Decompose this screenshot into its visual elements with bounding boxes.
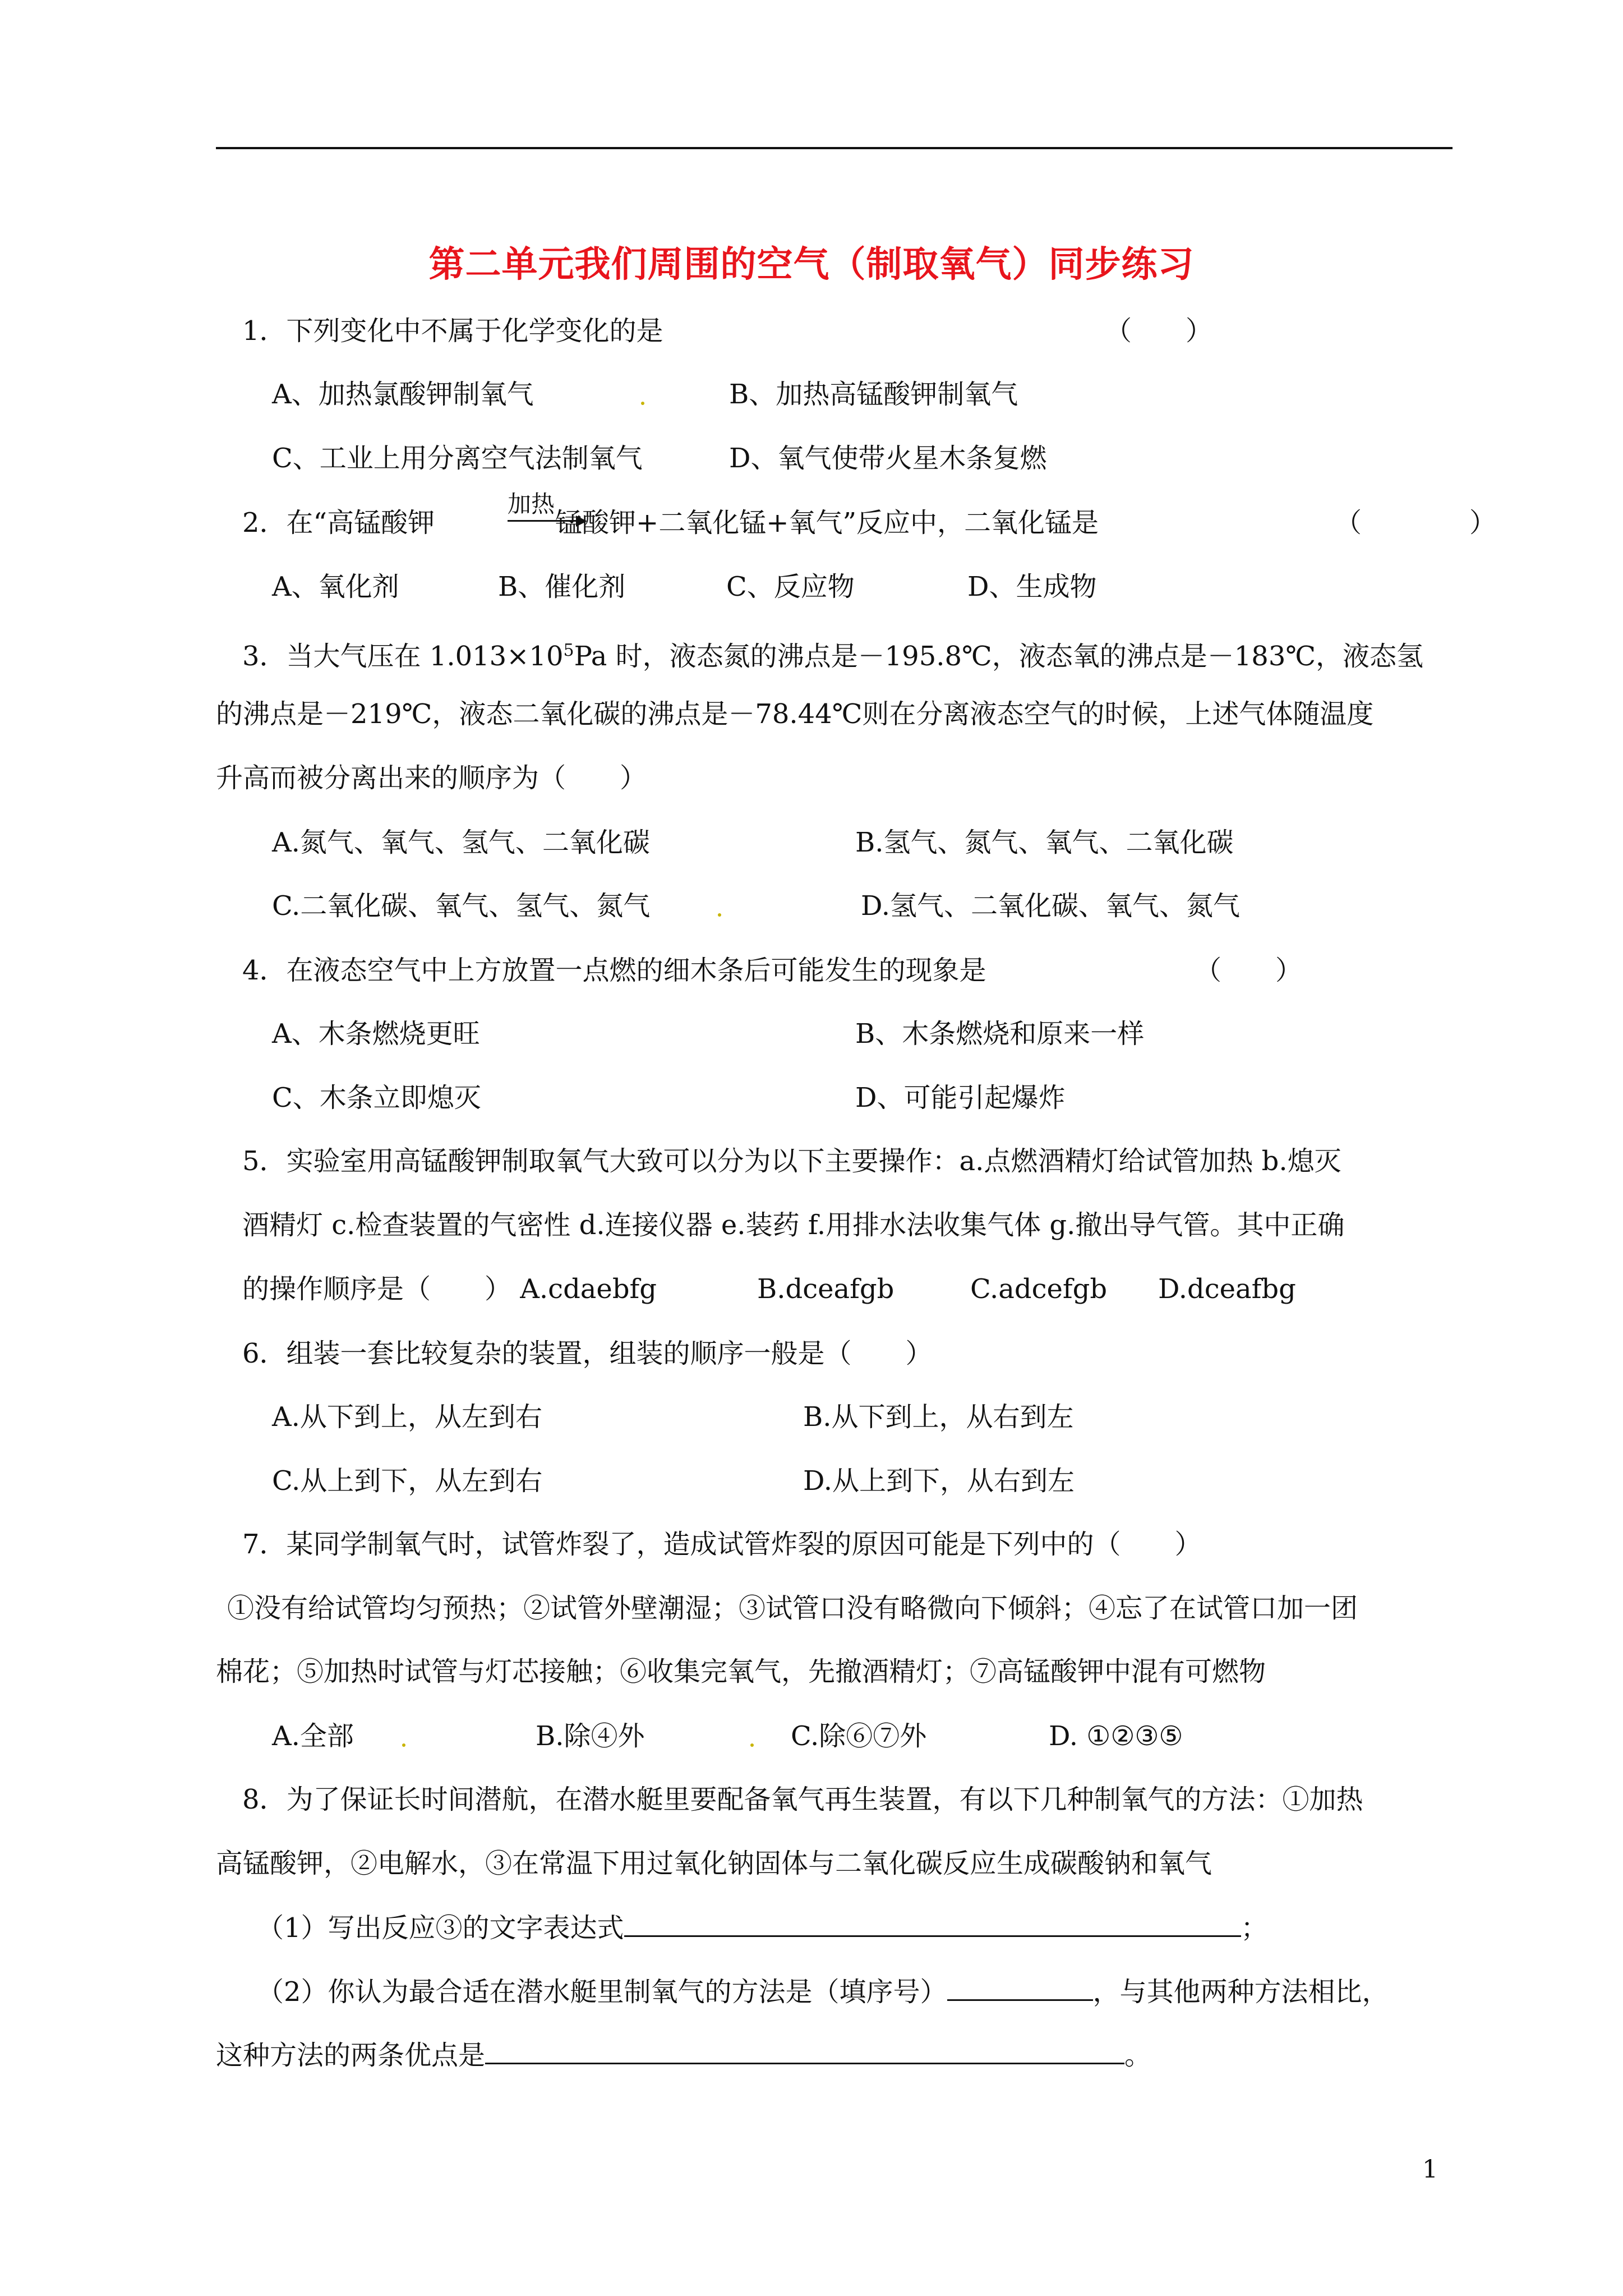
q1-option-b: B、加热高锰酸钾制氧气 (729, 379, 1018, 410)
q3-option-d: D.氢气、二氧化碳、氧气、氮气 (861, 890, 1241, 922)
q2-stem-left: 2．在“高锰酸钾 (242, 507, 435, 539)
q5-line-3: 的操作顺序是（ ） A.cdaebfg (242, 1273, 657, 1305)
q6-option-b: B.从下到上，从右到左 (803, 1401, 1074, 1433)
answer-blank[interactable] (947, 1975, 1093, 2001)
q7-line-2: ①没有给试管均匀预热；②试管外壁潮湿；③试管口没有略微向下倾斜；④忘了在试管口加一团 (227, 1593, 1358, 1624)
header-rule (216, 147, 1453, 149)
q5-option-c: C.adcefgb (970, 1273, 1108, 1305)
q2-option-c: C、反应物 (726, 571, 855, 602)
q4-answer-paren: （ ） (1195, 955, 1303, 986)
q7-line-3: 棉花；⑤加热时试管与灯芯接触；⑥收集完氧气，先撤酒精灯；⑦高锰酸钾中混有可燃物 (216, 1656, 1266, 1687)
q3-line-2: 的沸点是－219℃，液态二氧化碳的沸点是－78.44℃则在分离液态空气的时候，上述气体随温度 (216, 698, 1374, 730)
q8-subquestion-2: （2）你认为最合适在潜水艇里制氧气的方法是（填序号） ，与其他两种方法相比， (257, 1975, 1389, 2009)
q5-option-b: B.dceafgb (757, 1273, 895, 1305)
q7-option-d: D. ①②③⑤ (1049, 1720, 1183, 1752)
stray-dot (718, 913, 721, 917)
q5-line-2: 酒精灯 c.检查装置的气密性 d.连接仪器 e.装药 f.用排水法收集气体 g.撤出导气管。其中正确 (242, 1209, 1345, 1241)
q7-option-b: B.除④外 (536, 1720, 645, 1752)
q3-option-c: C.二氧化碳、氧气、氢气、氮气 (272, 890, 651, 922)
q1-answer-paren: （ ） (1105, 315, 1213, 347)
stray-dot (641, 402, 644, 405)
q6-option-d: D.从上到下，从右到左 (803, 1465, 1075, 1497)
q8-line-2: 高锰酸钾，②电解水，③在常温下用过氧化钠固体与二氧化碳反应生成碳酸钠和氧气 (216, 1848, 1212, 1879)
q4-option-c: C、木条立即熄灭 (272, 1082, 481, 1114)
page-number: 1 (1422, 2155, 1438, 2184)
q2-answer-paren: （ ） (1335, 507, 1497, 539)
q1-option-c: C、工业上用分离空气法制氧气 (272, 443, 643, 474)
q5-option-d: D.dceafbg (1158, 1273, 1296, 1305)
page-title: 第二单元我们周围的空气（制取氧气）同步练习 (428, 244, 1195, 286)
q8-line-1: 8．为了保证长时间潜航，在潜水艇里要配备氧气再生装置，有以下几种制氧气的方法：①加热 (242, 1784, 1363, 1815)
q3-line-1: 3．当大气压在 $1.013\times 10^5Pa$ 时，液态氮的沸点是－195.8℃，液态氧的沸点是－183℃，液态氢 (242, 641, 1424, 672)
q4-option-a: A、木条燃烧更旺 (272, 1018, 480, 1050)
q3-line-3: 升高而被分离出来的顺序为（ ） (216, 762, 647, 794)
q4-stem: 4．在液态空气中上方放置一点燃的细木条后可能发生的现象是 (242, 955, 986, 986)
q2-stem-right: 锰酸钾+二氧化锰+氧气”反应中，二氧化锰是 (555, 507, 1099, 539)
answer-blank[interactable] (624, 1911, 1241, 1937)
q4-option-b: B、木条燃烧和原来一样 (855, 1018, 1145, 1050)
q7-stem: 7．某同学制氧气时，试管炸裂了，造成试管炸裂的原因可能是下列中的（ ） (242, 1529, 1202, 1560)
arrow-condition-label: 加热 (508, 490, 555, 518)
q6-option-c: C.从上到下，从左到右 (272, 1465, 543, 1497)
q6-stem: 6．组装一套比较复杂的装置，组装的顺序一般是（ ） (242, 1338, 933, 1369)
q5-line-1: 5．实验室用高锰酸钾制取氧气大致可以分为以下主要操作：a.点燃酒精灯给试管加热 b.熄灭 (242, 1145, 1341, 1177)
stray-dot (750, 1743, 754, 1747)
q3-option-a: A.氮气、氧气、氢气、二氧化碳 (272, 827, 650, 858)
q2-option-d: D、生成物 (967, 571, 1097, 602)
q6-option-a: A.从下到上，从左到右 (272, 1401, 542, 1433)
q8-subquestion-1: （1）写出反应③的文字表达式 ； (257, 1911, 1268, 1945)
q2-option-a: A、氧化剂 (272, 571, 399, 602)
q2-option-b: B、催化剂 (498, 571, 626, 602)
q3-option-b: B.氢气、氮气、氧气、二氧化碳 (855, 827, 1234, 858)
q4-option-d: D、可能引起爆炸 (855, 1082, 1066, 1114)
answer-blank[interactable] (485, 2038, 1124, 2064)
q1-option-d: D、氧气使带火星木条复燃 (729, 443, 1047, 474)
q7-option-a: A.全部 (272, 1720, 354, 1752)
q1-option-a: A、加热氯酸钾制氧气 (272, 379, 534, 410)
q7-option-c: C.除⑥⑦外 (791, 1720, 927, 1752)
q1-stem: 1．下列变化中不属于化学变化的是 (242, 315, 663, 347)
q8-subquestion-2-line-2: 这种方法的两条优点是 。 (216, 2038, 1151, 2072)
stray-dot (402, 1743, 405, 1747)
